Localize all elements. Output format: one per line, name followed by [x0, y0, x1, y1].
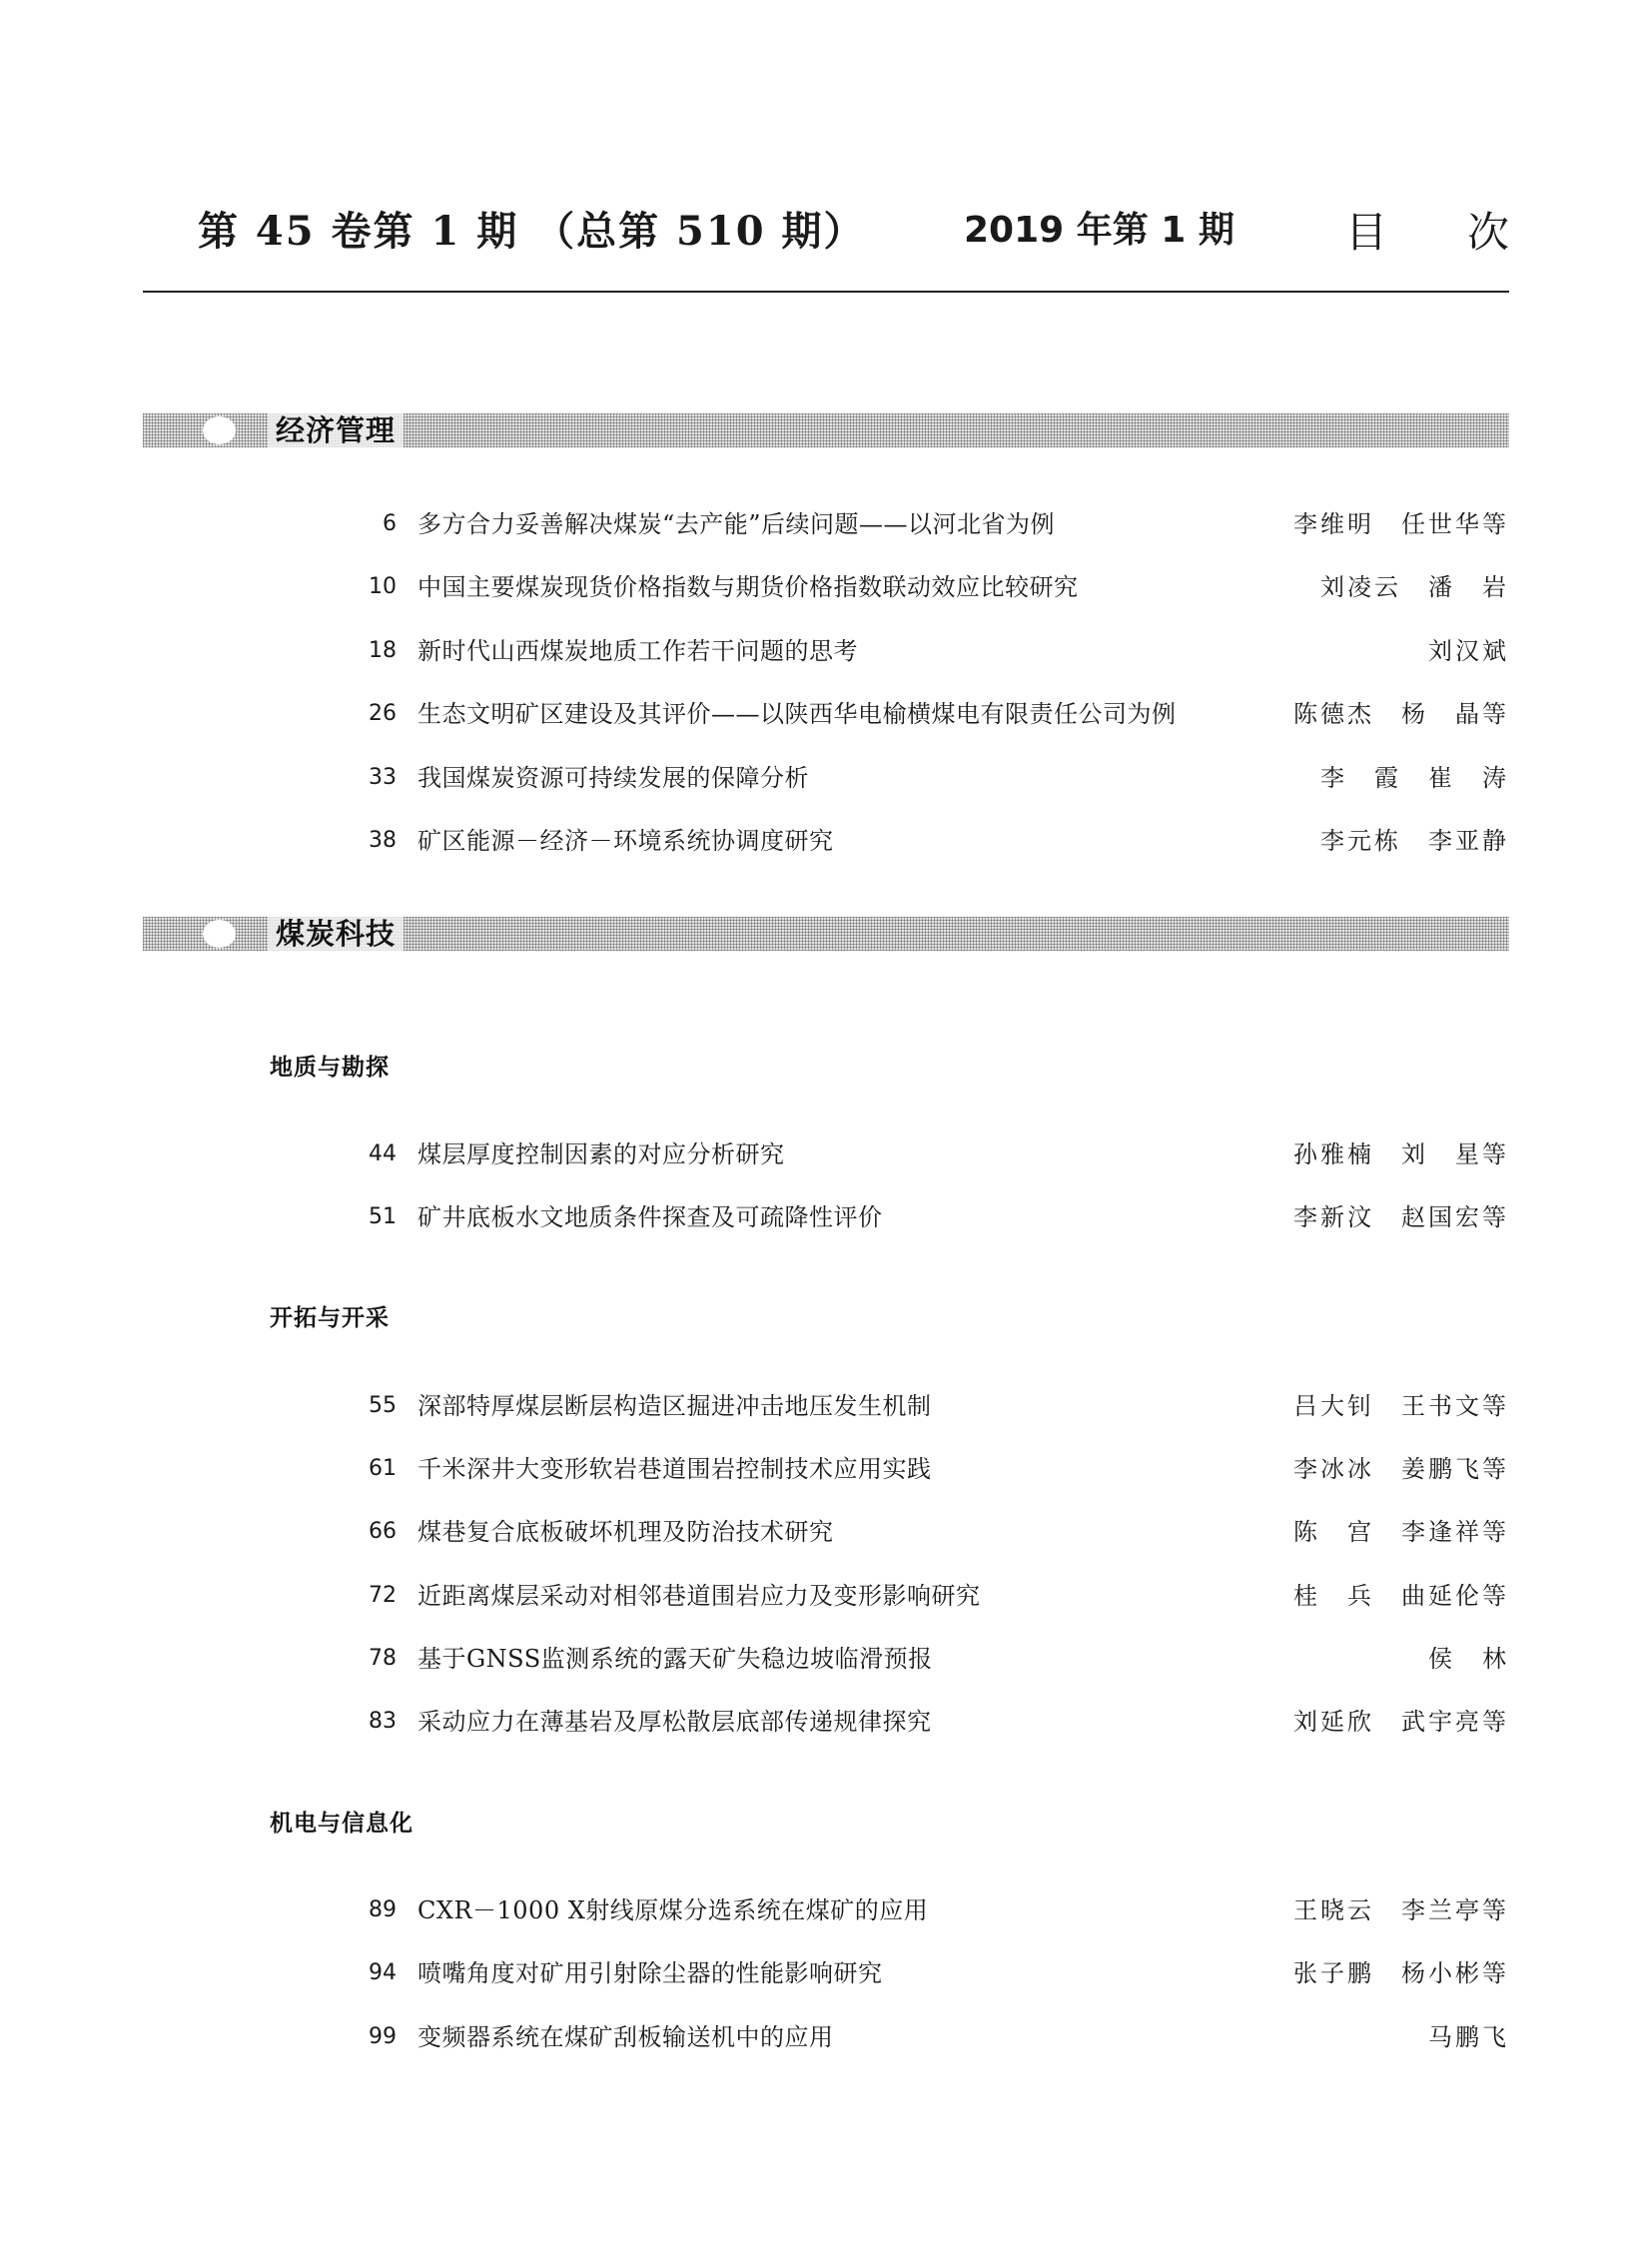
- subsection-title-electromechanical: 机电与信息化: [270, 1811, 413, 1837]
- entry-page: 99: [369, 2024, 397, 2049]
- toc-entry[interactable]: [143, 1197, 1509, 1237]
- entry-title[interactable]: CXR－1000 X射线原煤分选系统在煤矿的应用: [417, 1896, 929, 1924]
- entry-title[interactable]: 矿井底板水文地质条件探查及可疏降性评价: [417, 1203, 883, 1231]
- entry-title[interactable]: 变频器系统在煤矿刮板输送机中的应用: [417, 2023, 834, 2051]
- year-issue: 2019 年第 1 期: [964, 210, 1235, 251]
- entry-page: 10: [369, 574, 397, 599]
- toc-entry[interactable]: [143, 1449, 1509, 1489]
- toc-entry[interactable]: [143, 694, 1509, 734]
- entry-title[interactable]: 深部特厚煤层断层构造区掘进冲击地压发生机制: [417, 1392, 932, 1420]
- entry-page: 55: [369, 1393, 397, 1418]
- toc-entry[interactable]: [143, 631, 1509, 671]
- entry-page: 33: [369, 765, 397, 790]
- entry-title[interactable]: 中国主要煤炭现货价格指数与期货价格指数联动效应比较研究: [417, 573, 1079, 601]
- journal-header: [143, 200, 1589, 260]
- toc-entry[interactable]: [143, 821, 1509, 861]
- toc-entry[interactable]: [143, 1702, 1509, 1742]
- entry-authors: 刘延欣 武宇亮等: [1293, 1708, 1509, 1736]
- entry-page: 89: [369, 1897, 397, 1922]
- entry-title[interactable]: 煤巷复合底板破坏机理及防治技术研究: [417, 1518, 834, 1546]
- entry-authors: 马鹏飞: [1428, 2023, 1509, 2051]
- entry-page: 83: [369, 1709, 397, 1734]
- subsection-title-geology: 地质与勘探: [270, 1055, 390, 1081]
- entry-authors: 李维明 任世华等: [1293, 510, 1509, 538]
- entry-authors: 吕大钊 王书文等: [1293, 1392, 1509, 1420]
- entry-page: 66: [369, 1519, 397, 1544]
- entry-authors: 张子鹏 杨小彬等: [1293, 1959, 1509, 1987]
- entry-authors: 侯 林: [1428, 1645, 1509, 1673]
- entry-page: 78: [369, 1646, 397, 1671]
- entry-title[interactable]: 矿区能源－经济－环境系统协调度研究: [417, 827, 834, 855]
- entry-authors: 李冰冰 姜鹏飞等: [1293, 1455, 1509, 1483]
- entry-authors: 刘凌云 潘 岩: [1320, 573, 1509, 601]
- entry-title[interactable]: 喷嘴角度对矿用引射除尘器的性能影响研究: [417, 1959, 883, 1987]
- entry-page: 72: [369, 1583, 397, 1608]
- entry-page: 94: [369, 1960, 397, 1985]
- entry-authors: 李新汶 赵国宏等: [1293, 1203, 1509, 1231]
- entry-authors: 陈德杰 杨 晶等: [1293, 700, 1509, 728]
- section-title: 经济管理: [268, 413, 404, 447]
- toc-entry[interactable]: [143, 1134, 1509, 1174]
- entry-page: 51: [369, 1204, 397, 1229]
- entry-title[interactable]: 多方合力妥善解决煤炭“去产能”后续问题——以河北省为例: [417, 510, 1056, 538]
- entry-authors: 桂 兵 曲延伦等: [1293, 1582, 1509, 1610]
- section-title: 煤炭科技: [268, 917, 404, 951]
- header-divider: [143, 291, 1509, 293]
- section-bullet-icon: [203, 920, 236, 948]
- entry-authors: 李 霞 崔 涛: [1320, 764, 1509, 792]
- entry-title[interactable]: 生态文明矿区建设及其评价——以陕西华电榆横煤电有限责任公司为例: [417, 700, 1177, 728]
- toc-entry[interactable]: [143, 1512, 1509, 1552]
- entry-authors: 陈 宫 李逢祥等: [1293, 1518, 1509, 1546]
- entry-title[interactable]: 我国煤炭资源可持续发展的保障分析: [417, 764, 809, 792]
- section-bullet-icon: [203, 416, 236, 444]
- section-bar-coal-technology: [143, 917, 1509, 951]
- toc-entry[interactable]: [143, 1953, 1509, 1993]
- entry-authors: 李元栋 李亚静: [1320, 827, 1509, 855]
- entry-title[interactable]: 近距离煤层采动对相邻巷道围岩应力及变形影响研究: [417, 1582, 981, 1610]
- toc-entry[interactable]: [143, 1386, 1509, 1426]
- entry-title[interactable]: 新时代山西煤炭地质工作若干问题的思考: [417, 637, 858, 665]
- entry-title[interactable]: 基于GNSS监测系统的露天矿失稳边坡临滑预报: [417, 1645, 933, 1673]
- entry-page: 61: [369, 1456, 397, 1481]
- subsection-title-mining: 开拓与开采: [270, 1305, 390, 1331]
- entry-title[interactable]: 采动应力在薄基岩及厚松散层底部传递规律探究: [417, 1708, 932, 1736]
- toc-entry[interactable]: [143, 1639, 1509, 1679]
- toc-label: 目次: [1344, 208, 1589, 257]
- toc-entry[interactable]: [143, 1576, 1509, 1616]
- entry-page: 38: [369, 828, 397, 853]
- toc-entry[interactable]: [143, 1890, 1509, 1930]
- toc-entry[interactable]: [143, 567, 1509, 607]
- entry-page: 44: [369, 1141, 397, 1166]
- toc-entry[interactable]: [143, 504, 1509, 544]
- entry-page: 18: [369, 638, 397, 663]
- entry-page: 26: [369, 701, 397, 726]
- toc-entry[interactable]: [143, 2017, 1509, 2057]
- entry-authors: 刘汉斌: [1428, 637, 1509, 665]
- volume-issue: 第 45 卷第 1 期 （总第 510 期）: [198, 208, 866, 255]
- entry-authors: 孙雅楠 刘 星等: [1293, 1140, 1509, 1168]
- toc-entry[interactable]: [143, 758, 1509, 798]
- entry-title[interactable]: 煤层厚度控制因素的对应分析研究: [417, 1140, 785, 1168]
- entry-authors: 王晓云 李兰亭等: [1293, 1896, 1509, 1924]
- entry-title[interactable]: 千米深井大变形软岩巷道围岩控制技术应用实践: [417, 1455, 932, 1483]
- section-bar-economic-management: [143, 413, 1509, 447]
- entry-page: 6: [383, 511, 397, 536]
